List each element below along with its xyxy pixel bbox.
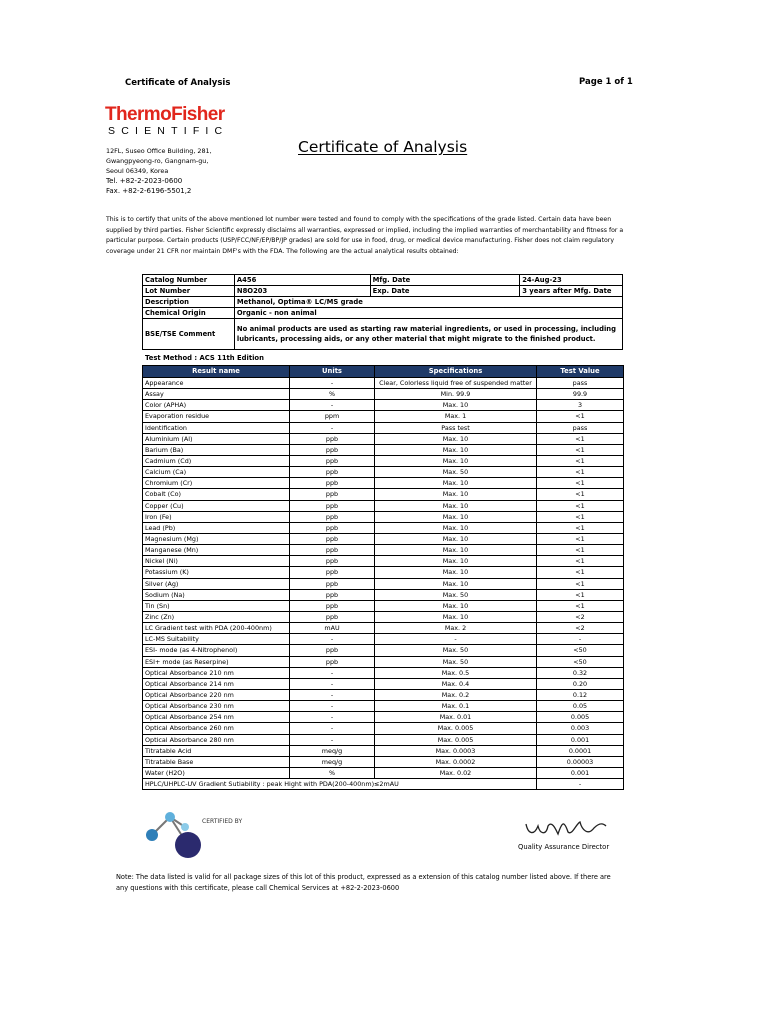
result-name: Optical Absorbance 210 nm [143, 667, 290, 678]
table-row [143, 578, 624, 589]
result-units: ppb [290, 522, 375, 533]
result-units: ppb [290, 656, 375, 667]
result-name: Optical Absorbance 230 nm [143, 701, 290, 712]
result-spec: Max. 0.2 [375, 689, 537, 700]
description-label: Description [143, 297, 235, 308]
result-name: Chromium (Cr) [143, 478, 290, 489]
result-name: Assay [143, 389, 290, 400]
result-units: ppb [290, 556, 375, 567]
result-units: ppb [290, 478, 375, 489]
result-name: Iron (Fe) [143, 511, 290, 522]
result-spec: Clear, Colorless liquid free of suspended matter [375, 378, 537, 389]
result-spec: Max. 10 [375, 556, 537, 567]
result-units: ppm [290, 411, 375, 422]
bse-label: BSE/TSE Comment [143, 319, 235, 350]
result-name: Cadmium (Cd) [143, 455, 290, 466]
result-units: ppb [290, 444, 375, 455]
result-units: % [290, 767, 375, 778]
result-units: - [290, 701, 375, 712]
result-spec: Max. 0.1 [375, 701, 537, 712]
table-row [143, 467, 624, 478]
mfg-value: 24-Aug-23 [520, 275, 623, 286]
catalog-label: Catalog Number [143, 275, 235, 286]
result-value: <50 [537, 645, 624, 656]
result-spec: Max. 50 [375, 589, 537, 600]
result-value: 99.9 [537, 389, 624, 400]
result-name: Appearance [143, 378, 290, 389]
result-name: Optical Absorbance 220 nm [143, 689, 290, 700]
table-row [143, 678, 624, 689]
result-units: ppb [290, 645, 375, 656]
table-row [143, 411, 624, 422]
origin-label: Chemical Origin [143, 308, 235, 319]
result-name: Lead (Pb) [143, 522, 290, 533]
table-row [143, 689, 624, 700]
table-row [143, 533, 624, 544]
result-spec: Max. 10 [375, 489, 537, 500]
result-spec: Max. 10 [375, 444, 537, 455]
table-row [143, 455, 624, 466]
signature [522, 812, 612, 842]
lot-value: N8O203 [234, 286, 370, 297]
col-result-name: Result name [143, 366, 290, 378]
table-row [143, 545, 624, 556]
test-method: Test Method : ACS 11th Edition [145, 354, 264, 362]
result-spec: Max. 0.02 [375, 767, 537, 778]
result-value: <2 [537, 611, 624, 622]
result-value: 0.001 [537, 734, 624, 745]
address-line-3: Seoul 06349, Korea [106, 167, 169, 175]
result-units: ppb [290, 455, 375, 466]
table-row [143, 712, 624, 723]
result-spec: Max. 10 [375, 533, 537, 544]
table-row [143, 511, 624, 522]
product-info-table [142, 274, 623, 350]
result-units: ppb [290, 511, 375, 522]
result-units: - [290, 378, 375, 389]
result-name: Magnesium (Mg) [143, 533, 290, 544]
table-row [143, 623, 624, 634]
result-name: Optical Absorbance 254 nm [143, 712, 290, 723]
result-spec: Max. 10 [375, 522, 537, 533]
table-row [143, 378, 624, 389]
thermo-fisher-logo [105, 105, 245, 135]
result-units: - [290, 734, 375, 745]
result-spec: Max. 10 [375, 433, 537, 444]
table-row [143, 611, 624, 622]
result-spec: Max. 0.005 [375, 723, 537, 734]
address-tel: Tel. +82-2-2023-0600 [106, 177, 183, 185]
table-row [143, 556, 624, 567]
molecule-icon [140, 805, 250, 865]
result-name: Water (H2O) [143, 767, 290, 778]
result-name: Identification [143, 422, 290, 433]
result-units: - [290, 422, 375, 433]
result-units: - [290, 634, 375, 645]
table-row [143, 723, 624, 734]
certified-by-text: CERTIFIED BY [202, 818, 243, 825]
table-row [143, 756, 624, 767]
table-row [143, 667, 624, 678]
results-table [142, 365, 624, 790]
result-units: ppb [290, 545, 375, 556]
result-name: Calcium (Ca) [143, 467, 290, 478]
page-number: Page 1 of 1 [579, 77, 633, 87]
result-name: Manganese (Mn) [143, 545, 290, 556]
result-value: <1 [537, 578, 624, 589]
result-units: ppb [290, 533, 375, 544]
address-line-2: Gwangpyeong-ro, Gangnam-gu, [106, 157, 209, 165]
result-name: Zinc (Zn) [143, 611, 290, 622]
result-units: ppb [290, 433, 375, 444]
result-value: <1 [537, 455, 624, 466]
origin-value: Organic - non animal [234, 308, 622, 319]
result-spec: Max. 10 [375, 545, 537, 556]
table-row [143, 767, 624, 778]
result-spec: - [375, 634, 537, 645]
table-row [143, 422, 624, 433]
result-units: - [290, 400, 375, 411]
result-units: % [290, 389, 375, 400]
result-units: ppb [290, 611, 375, 622]
result-units: meq/g [290, 756, 375, 767]
table-row [143, 779, 624, 790]
result-spec: Max. 10 [375, 455, 537, 466]
result-value: <1 [537, 478, 624, 489]
table-row [143, 656, 624, 667]
result-spec: Max. 0.0003 [375, 745, 537, 756]
col-units: Units [290, 366, 375, 378]
logo-brand: ThermoFisher [105, 104, 225, 125]
result-spec: Max. 50 [375, 645, 537, 656]
result-value: <1 [537, 522, 624, 533]
result-name: Nickel (Ni) [143, 556, 290, 567]
result-value: <1 [537, 589, 624, 600]
exp-value: 3 years after Mfg. Date [520, 286, 623, 297]
result-value: <1 [537, 511, 624, 522]
result-value: <1 [537, 533, 624, 544]
result-spec: Max. 10 [375, 600, 537, 611]
result-value: 0.001 [537, 767, 624, 778]
result-name: Aluminium (Al) [143, 433, 290, 444]
result-name: Titratable Acid [143, 745, 290, 756]
result-value: <1 [537, 489, 624, 500]
table-row [143, 389, 624, 400]
result-value: <2 [537, 623, 624, 634]
result-units: ppb [290, 589, 375, 600]
result-spec: Min. 99.9 [375, 389, 537, 400]
bse-value: No animal products are used as starting raw material ingredients, or used in processing, including lubricants, processing aids, or any other material that might migrate to the finished product. [234, 319, 622, 350]
catalog-value: A456 [234, 275, 370, 286]
col-specifications: Specifications [375, 366, 537, 378]
result-spec: Max. 0.5 [375, 667, 537, 678]
result-spec: Max. 2 [375, 623, 537, 634]
result-value: 0.0001 [537, 745, 624, 756]
result-name: Sodium (Na) [143, 589, 290, 600]
result-value: 0.003 [537, 723, 624, 734]
page-title: Certificate of Analysis [298, 138, 468, 156]
table-row [143, 734, 624, 745]
result-value: <1 [537, 500, 624, 511]
result-units: - [290, 678, 375, 689]
result-value: 0.00003 [537, 756, 624, 767]
result-spec: Max. 0.0002 [375, 756, 537, 767]
result-value: pass [537, 378, 624, 389]
result-value: - [537, 634, 624, 645]
result-name: LC Gradient test with PDA (200-400nm) [143, 623, 290, 634]
table-row [143, 645, 624, 656]
result-name: Copper (Cu) [143, 500, 290, 511]
result-units: ppb [290, 578, 375, 589]
result-value: 3 [537, 400, 624, 411]
result-spec: Pass test [375, 422, 537, 433]
result-spec: Max. 50 [375, 467, 537, 478]
result-spec: Max. 0.01 [375, 712, 537, 723]
result-value: <1 [537, 433, 624, 444]
result-value: pass [537, 422, 624, 433]
table-row [143, 567, 624, 578]
result-name: Tin (Sn) [143, 600, 290, 611]
result-value: <50 [537, 656, 624, 667]
table-row [143, 634, 624, 645]
result-units: ppb [290, 500, 375, 511]
result-spec: Max. 10 [375, 511, 537, 522]
result-units: - [290, 689, 375, 700]
result-name: Evaporation residue [143, 411, 290, 422]
result-name: ESI+ mode (as Reserpine) [143, 656, 290, 667]
result-spec: Max. 10 [375, 567, 537, 578]
table-row [143, 522, 624, 533]
table-row [143, 500, 624, 511]
footer-note: Note: The data listed is valid for all package sizes of this lot of this product, expressed as a extension of this catalog number listed above. If there are any questions with this certificate, please call Chemical Services at +82-2-2023-0600 [116, 873, 611, 892]
result-value: 0.20 [537, 678, 624, 689]
result-spec: Max. 10 [375, 478, 537, 489]
result-spec: Max. 10 [375, 578, 537, 589]
result-name: ESI- mode (as 4-Nitrophenol) [143, 645, 290, 656]
result-value: 0.05 [537, 701, 624, 712]
result-units: meq/g [290, 745, 375, 756]
hplc-row-label: HPLC/UHPLC-UV Gradient Sutiability : peak Hight with PDA(200-400nm)≤2mAU [143, 779, 537, 790]
result-name: Optical Absorbance 260 nm [143, 723, 290, 734]
result-value: <1 [537, 545, 624, 556]
result-spec: Max. 0.005 [375, 734, 537, 745]
result-name: Potassium (K) [143, 567, 290, 578]
result-name: Silver (Ag) [143, 578, 290, 589]
exp-label: Exp. Date [370, 286, 520, 297]
result-spec: Max. 0.4 [375, 678, 537, 689]
address-line-1: 12FL, Suseo Office Building, 281, [106, 147, 212, 155]
table-row [143, 444, 624, 455]
table-row [143, 589, 624, 600]
mfg-label: Mfg. Date [370, 275, 520, 286]
table-row [143, 745, 624, 756]
table-row [143, 478, 624, 489]
intro-paragraph: This is to certify that units of the above mentioned lot number were tested and found to comply with the specifications of the grade listed. Certain data have been supplied by third parties. Fisher Scientific expressly disclaims all warranties, expressed or implied, including the implied warranties of merchantability and fitness for a particular purpose. Certain products (USP/FCC/NF/EP/BP/JP grades) are sold for use in food, drug, or medical device manufacturing. Fisher does not claim regulatory coverage under 21 CFR nor maintain DMF's with the FDA. The following are the actual analytical results obtained: [106, 216, 624, 255]
result-units: - [290, 723, 375, 734]
result-spec: Max. 10 [375, 500, 537, 511]
header-left-title: Certificate of Analysis [125, 78, 231, 88]
table-row [143, 433, 624, 444]
result-value: <1 [537, 411, 624, 422]
logo-sub: SCIENTIFIC [108, 125, 229, 137]
result-name: Cobalt (Co) [143, 489, 290, 500]
result-name: Optical Absorbance 214 nm [143, 678, 290, 689]
result-value: <1 [537, 600, 624, 611]
result-value: 0.12 [537, 689, 624, 700]
result-value: 0.005 [537, 712, 624, 723]
lot-label: Lot Number [143, 286, 235, 297]
result-spec: Max. 10 [375, 611, 537, 622]
table-row [143, 489, 624, 500]
result-value: <1 [537, 444, 624, 455]
result-units: ppb [290, 467, 375, 478]
hplc-row-value: - [537, 779, 624, 790]
result-units: - [290, 667, 375, 678]
result-units: mAU [290, 623, 375, 634]
result-units: ppb [290, 567, 375, 578]
col-test-value: Test Value [537, 366, 624, 378]
result-name: Barium (Ba) [143, 444, 290, 455]
description-value: Methanol, Optima® LC/MS grade [234, 297, 622, 308]
result-units: - [290, 712, 375, 723]
result-spec: Max. 1 [375, 411, 537, 422]
table-row [143, 400, 624, 411]
table-row [143, 600, 624, 611]
result-spec: Max. 10 [375, 400, 537, 411]
result-units: ppb [290, 600, 375, 611]
table-row [143, 701, 624, 712]
result-spec: Max. 50 [375, 656, 537, 667]
result-units: ppb [290, 489, 375, 500]
company-address [106, 146, 212, 196]
address-fax: Fax. +82-2-6196-5501,2 [106, 187, 192, 195]
qa-director-title: Quality Assurance Director [518, 843, 610, 851]
result-name: Optical Absorbance 280 nm [143, 734, 290, 745]
certified-by-logo [140, 805, 250, 865]
result-value: <1 [537, 467, 624, 478]
result-name: Color (APHA) [143, 400, 290, 411]
result-name: LC-MS Suitability [143, 634, 290, 645]
result-value: 0.32 [537, 667, 624, 678]
results-body [143, 378, 624, 779]
result-value: <1 [537, 567, 624, 578]
result-value: <1 [537, 556, 624, 567]
result-name: Titratable Base [143, 756, 290, 767]
